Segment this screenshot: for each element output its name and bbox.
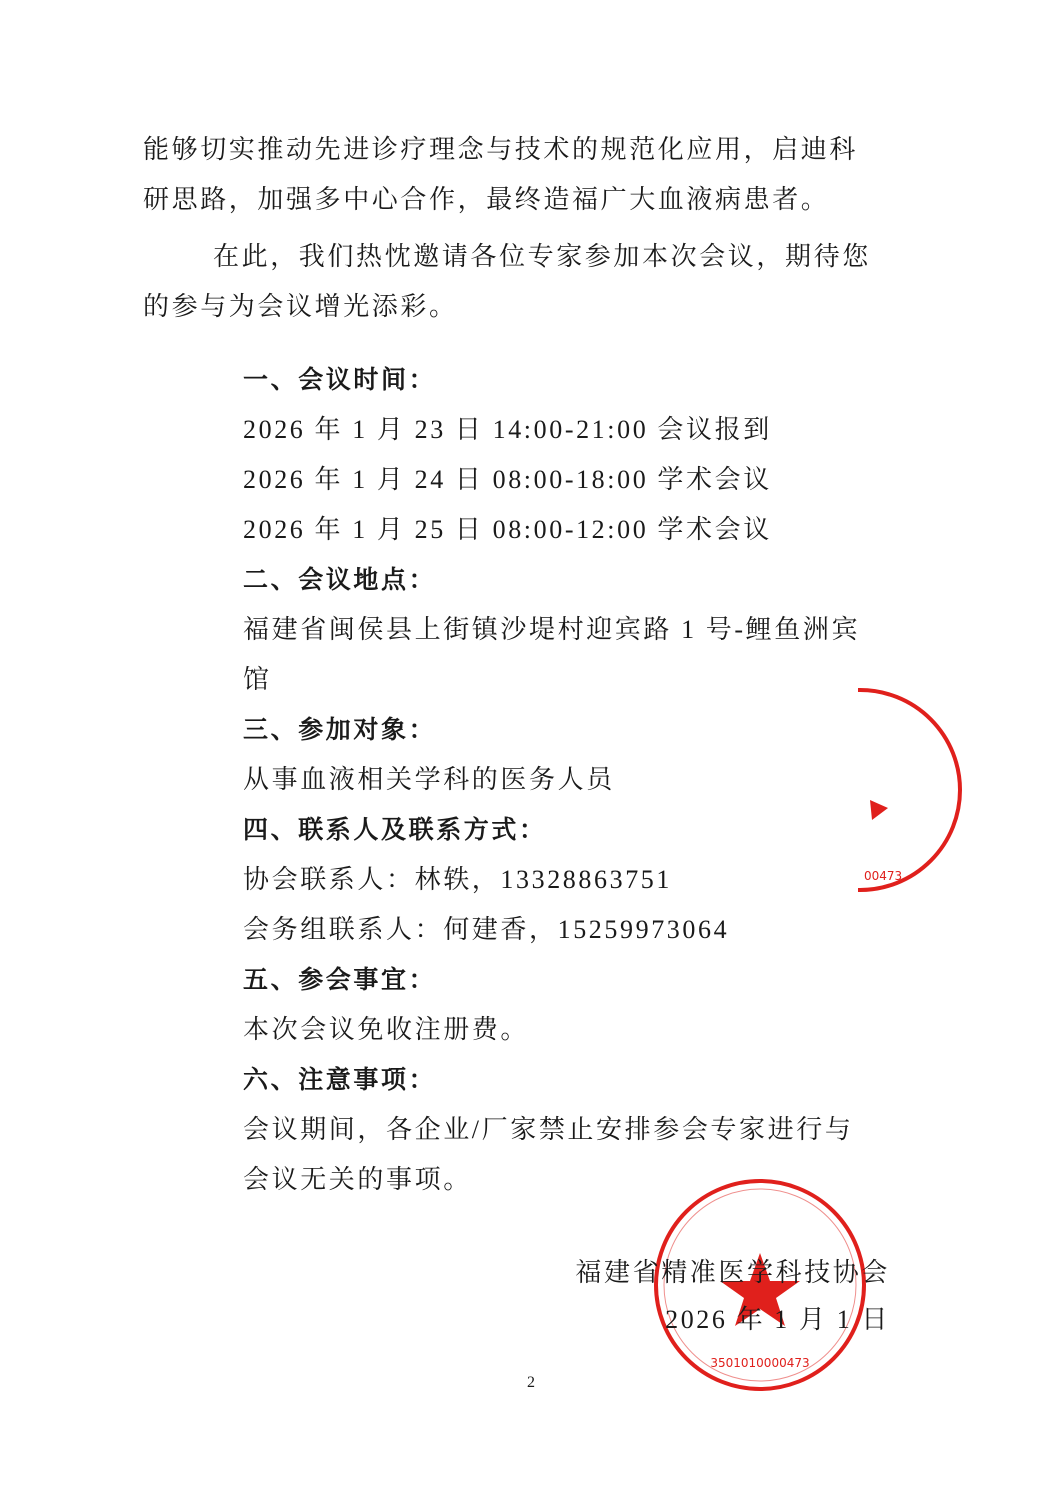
section-line: 福建省闽侯县上街镇沙堤村迎宾路 1 号-鲤鱼洲宾: [243, 615, 861, 644]
signature-organization: 福建省精准医学科技协会: [575, 1258, 890, 1287]
section-line: 会议期间，各企业/厂家禁止安排参会专家进行与: [243, 1115, 854, 1144]
section-heading-location: 二、会议地点：: [243, 565, 437, 594]
paragraph-line: 在此，我们热忱邀请各位专家参加本次会议，期待您: [213, 242, 871, 271]
section-line: 2026 年 1 月 25 日 08:00-12:00 学术会议: [243, 515, 772, 544]
paragraph-line: 研思路，加强多中心合作，最终造福广大血液病患者。: [143, 185, 830, 214]
section-heading-audience: 三、参加对象：: [243, 715, 437, 744]
section-heading-notes: 六、注意事项：: [243, 1065, 437, 1094]
section-line: 馆: [243, 665, 272, 694]
seal-number: 3501010000473: [710, 1356, 810, 1370]
section-line: 协会联系人：林轶，13328863751: [243, 865, 673, 894]
section-heading-time: 一、会议时间：: [243, 365, 437, 394]
section-heading-matters: 五、参会事宜：: [243, 965, 437, 994]
section-line: 2026 年 1 月 24 日 08:00-18:00 学术会议: [243, 465, 772, 494]
section-line: 本次会议免收注册费。: [243, 1015, 530, 1044]
section-line: 会议无关的事项。: [243, 1165, 472, 1194]
paragraph-line: 的参与为会议增光添彩。: [143, 292, 458, 321]
section-line: 会务组联系人：何建香，15259973064: [243, 915, 730, 944]
seal-ring: [858, 690, 960, 890]
partial-seal: [858, 685, 968, 895]
seal-number: 00473: [864, 869, 903, 883]
paragraph-line: 能够切实推动先进诊疗理念与技术的规范化应用，启迪科: [143, 135, 859, 164]
section-heading-contact: 四、联系人及联系方式：: [243, 815, 547, 844]
section-line: 从事血液相关学科的医务人员: [243, 765, 615, 794]
signature-date: 2026 年 1 月 1 日: [665, 1305, 890, 1334]
page-number: 2: [527, 1374, 535, 1391]
section-line: 2026 年 1 月 23 日 14:00-21:00 会议报到: [243, 415, 772, 444]
seal-star-fragment: [870, 800, 888, 820]
